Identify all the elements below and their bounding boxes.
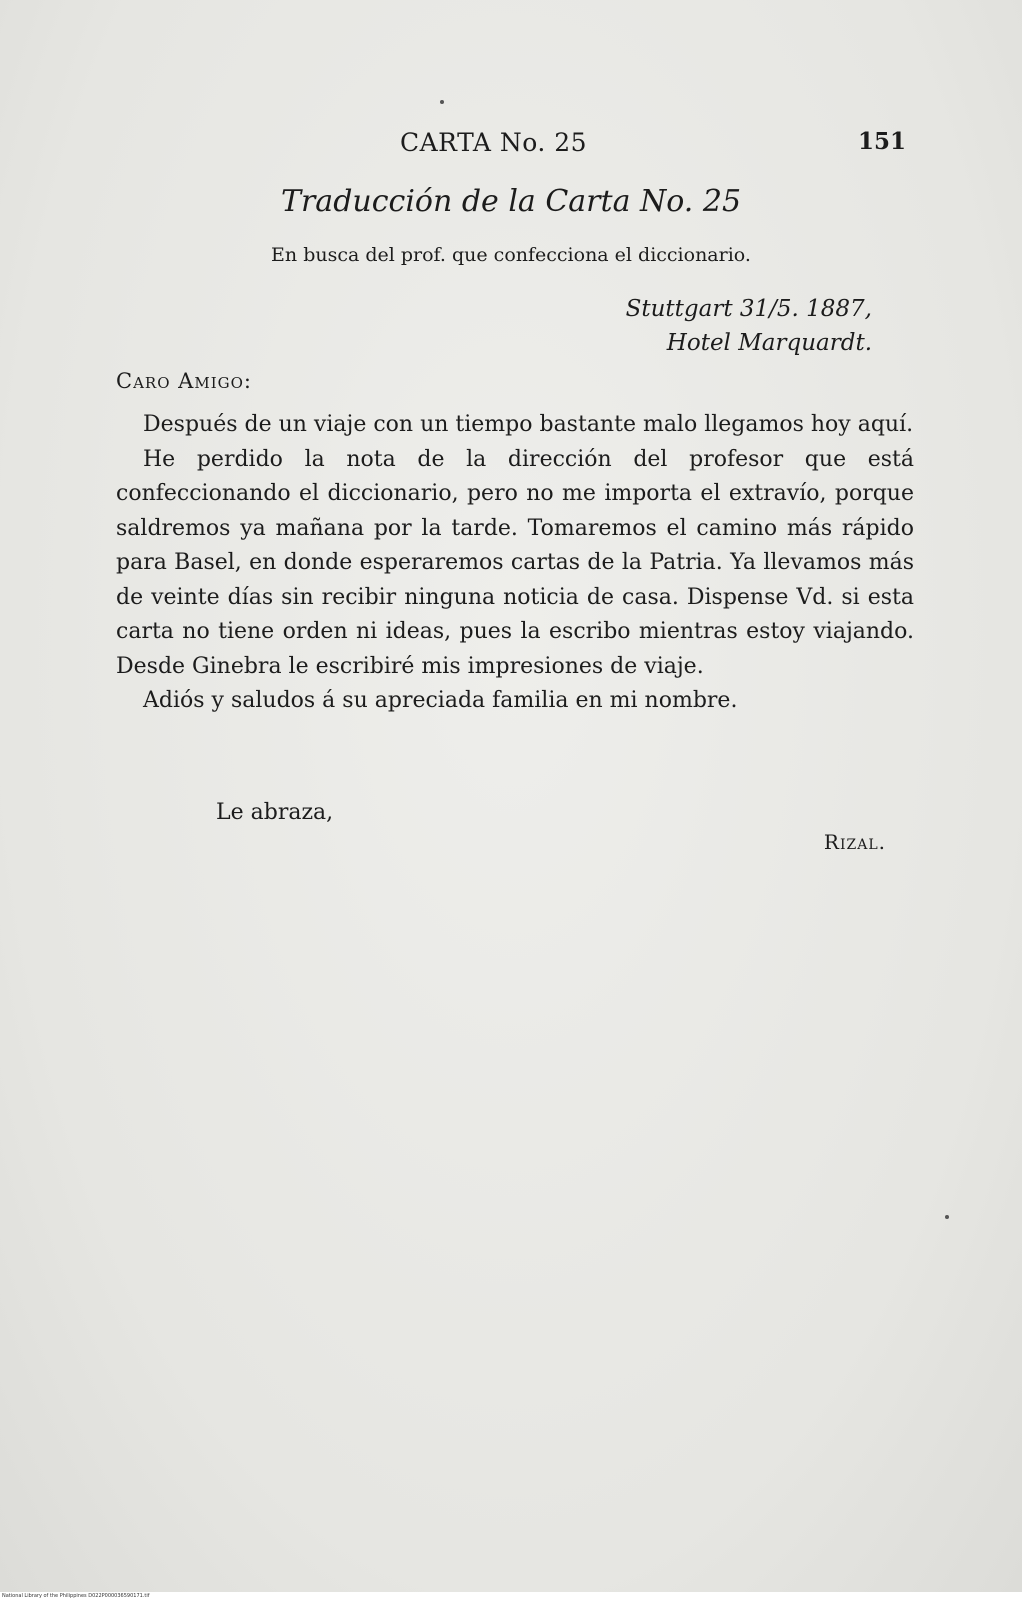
scan-speck (945, 1215, 949, 1219)
footer-strip (0, 1592, 1022, 1602)
running-head: CARTA No. 25 (400, 128, 588, 157)
letter-title: Traducción de la Carta No. 25 (280, 184, 742, 219)
scan-speck (440, 100, 444, 104)
closing: Le abraza, (216, 800, 334, 825)
letter-body (116, 408, 914, 719)
letter-subtitle: En busca del prof. que confecciona el diccionario. (271, 244, 751, 266)
paragraph: Después de un viaje con un tiempo bastante malo llegamos hoy aquí. (143, 412, 914, 437)
place-date-line: Stuttgart 31/5. 1887, (625, 296, 872, 322)
place-date-block (626, 292, 872, 360)
hotel-line: Hotel Marquardt. (666, 330, 872, 356)
footer-credit: National Library of the Philippines D022P000036590171.tif (2, 1593, 150, 1599)
paragraph: He perdido la nota de la dirección del profesor que está confeccionando el diccionario, pero no me importa el extravío, porque saldremos ya mañana por la tarde. Tomaremos el camino más rápido para Basel, en donde esperaremos cartas de la Patria. Ya llevamos más de veinte días sin recibir ninguna noticia de casa. Dispense Vd. si esta carta no tiene orden ni ideas, pues la escribo mientras estoy viajando. Desde Ginebra le escribiré mis impresiones de viaje. (116, 446, 914, 679)
paragraph: Adiós y saludos á su apreciada familia en mi nombre. (143, 688, 738, 713)
salutation: Caro Amigo: (116, 369, 252, 393)
page-number: 151 (857, 128, 906, 155)
signature: Rizal. (823, 830, 886, 854)
